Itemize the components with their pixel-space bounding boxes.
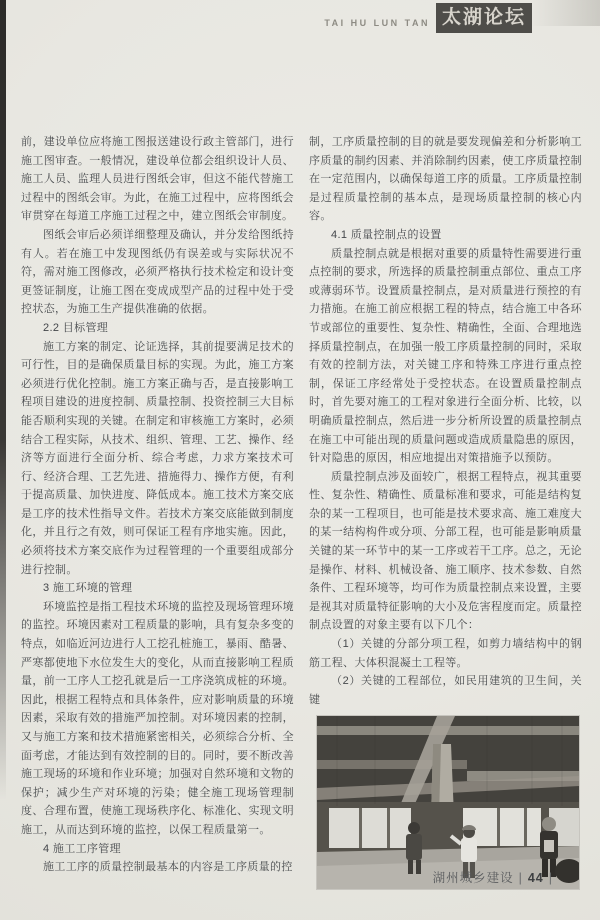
paragraph: 图纸会审后必须详细整理及确认，并分发给图纸持有人。若在施工中发现图纸仍有误差或与实际状况不符，需对施工图修改，必须严格执行技术检定和设计变更签证制度，让施工图在变成成型产品的过程中处于受控状态，为施工生产提供准确的依据。	[21, 228, 294, 316]
footer-separator: |	[518, 871, 523, 885]
section-heading-2-2: 2.2 目标管理	[43, 321, 109, 334]
footer-separator: |	[548, 871, 553, 885]
right-column	[309, 133, 582, 889]
paragraph: 环境监控是指工程技术环境的监控及现场管理环境的监控。环境因素对工程质量的影响，具有复杂多变的特点，如临近河边进行人工挖孔桩施工，暴雨、酷暑、严寒都使地下水位发生大的变化，从而直接影响工程质量，前一工序人工挖孔就是后一工序浇筑成桩的环境。因此，根据工程特点和具体条件，应对影响质量的环境因素，采取有效的措施严加控制。对环境因素的控制，又与施工方案和技术措施紧密相关，必须综合分析、全面考虑，才能达到有效控制的目的。同时，要不断改善施工现场的环境和作业环境；加强对自然环境和文物的保护；减少生产对环境的污染；健全施工现场管理制度、合理布置，使施工现场秩序化、标准化、实现文明施工，从而达到环境的监控，以保工程质量第一。	[21, 600, 294, 836]
page-header	[0, 0, 600, 40]
paragraph: 施工工序的质量控制最基本的内容是工序质量的控	[43, 861, 293, 874]
paragraph: 制，工序质量控制的目的就是要发现偏差和分析影响工序质量的制约因素、并消除制约因素，使工序质量控制在一定范围内，以确保每道工序的质量。工序质量控制是过程质量控制的基本点，是现场质量控制的核心内容。	[309, 136, 582, 223]
construction-site-photo-graphic	[317, 716, 579, 889]
header-section-title: 太湖论坛	[436, 3, 532, 33]
header-romanized-title: TAI HU LUN TAN	[324, 18, 430, 28]
construction-site-photo	[317, 716, 579, 889]
paragraph: 前，建设单位应将施工图报送建设行政主管部门，进行施工图审查。一般情况，建设单位都会组织设计人员、施工人员、监理人员进行图纸会审，但这不能代替施工过程中的图纸会审。为此，在施工过程中，应将图纸会审贯穿在每道工序施工过程之中，建立图纸会审制度。	[21, 136, 294, 223]
paragraph: 质量控制点涉及面较广，根据工程特点，视其重要性、复杂性、精确性、质量标准和要求，可能是结构复杂的某一工程项目，也可能是技术要求高、施工难度大的某一结构构件或分项、分部工程，也可能是影响质量关键的某一环节中的某一工序或若干工序。总之，无论是操作、材料、机械设备、施工顺序、技术参数、自然条件、工程环境等，均可作为质量控制点来设置，主要是视其对质量特征影响的大小及危害程度而定。质量控制点设置的对象主要有以下几个：	[309, 470, 582, 632]
page-number: 44	[527, 871, 544, 885]
article-body	[21, 133, 583, 889]
section-heading-4: 4 施工工序管理	[43, 842, 121, 855]
journal-name: 湖州城乡建设	[432, 871, 514, 885]
section-heading-3: 3 施工环境的管理	[43, 582, 133, 595]
binding-shadow	[0, 0, 6, 800]
section-heading-4-1: 4.1 质量控制点的设置	[331, 228, 442, 241]
page-footer	[433, 868, 558, 886]
left-column	[21, 133, 294, 889]
paragraph: 质量控制点就是根据对重要的质量特性需要进行重点控制的要求，所选择的质量控制重点部位、重点工序或薄弱环节。设置质量控制点，是对质量进行预控的有力措施。在施工前应根据工程的特点，结合施工中各环节或部位的重要性、复杂性、精确性，全面、合理地选择质量控制点，在加强一般工序质量控制的同时，采取有效的控制方法，对关键工序和特殊工序进行重点控制，保证工序经常处于受控状态。在设置质量控制点时，首先要对施工的工程对象进行全面分析、比较，以明确质量控制点，然后进一步分析所设置的质量控制点在施工中可能出现的质量问题或造成质量隐患的原因，针对隐患的原因，相应地提出对策措施予以预防。	[309, 247, 582, 465]
paragraph: 施工方案的制定、论证选择，其前提要满足技术的可行性，目的是确保质量目标的实现。为此，施工方案必须进行优化控制。施工方案正确与否，是直接影响工程项目建设的进度控制、质量控制、投资控制三大目标能否顺利实现的关键。在制定和审核施工方案时，必须结合工程实际，从技术、组织、管理、工艺、操作、经济等方面进行全面分析、综合考虑，力求方案技术可行、经济合理、工艺先进、措施得力、操作方便，有利于提高质量、加快进度、降低成本。施工技术方案交底是工序的技术性指导文件。若技术方案交底能做到制度化，并且行之有效，则可保证工程有序地实施。因此，必须将技术方案交底作为过程管理的一个重要组成部分进行控制。	[21, 340, 294, 576]
list-item-1: （1）关键的分部分项工程，如剪力墙结构中的钢筋工程、大体积混凝土工程等。	[309, 638, 582, 669]
list-item-2: （2）关键的工程部位，如民用建筑的卫生间，关键	[309, 675, 582, 706]
